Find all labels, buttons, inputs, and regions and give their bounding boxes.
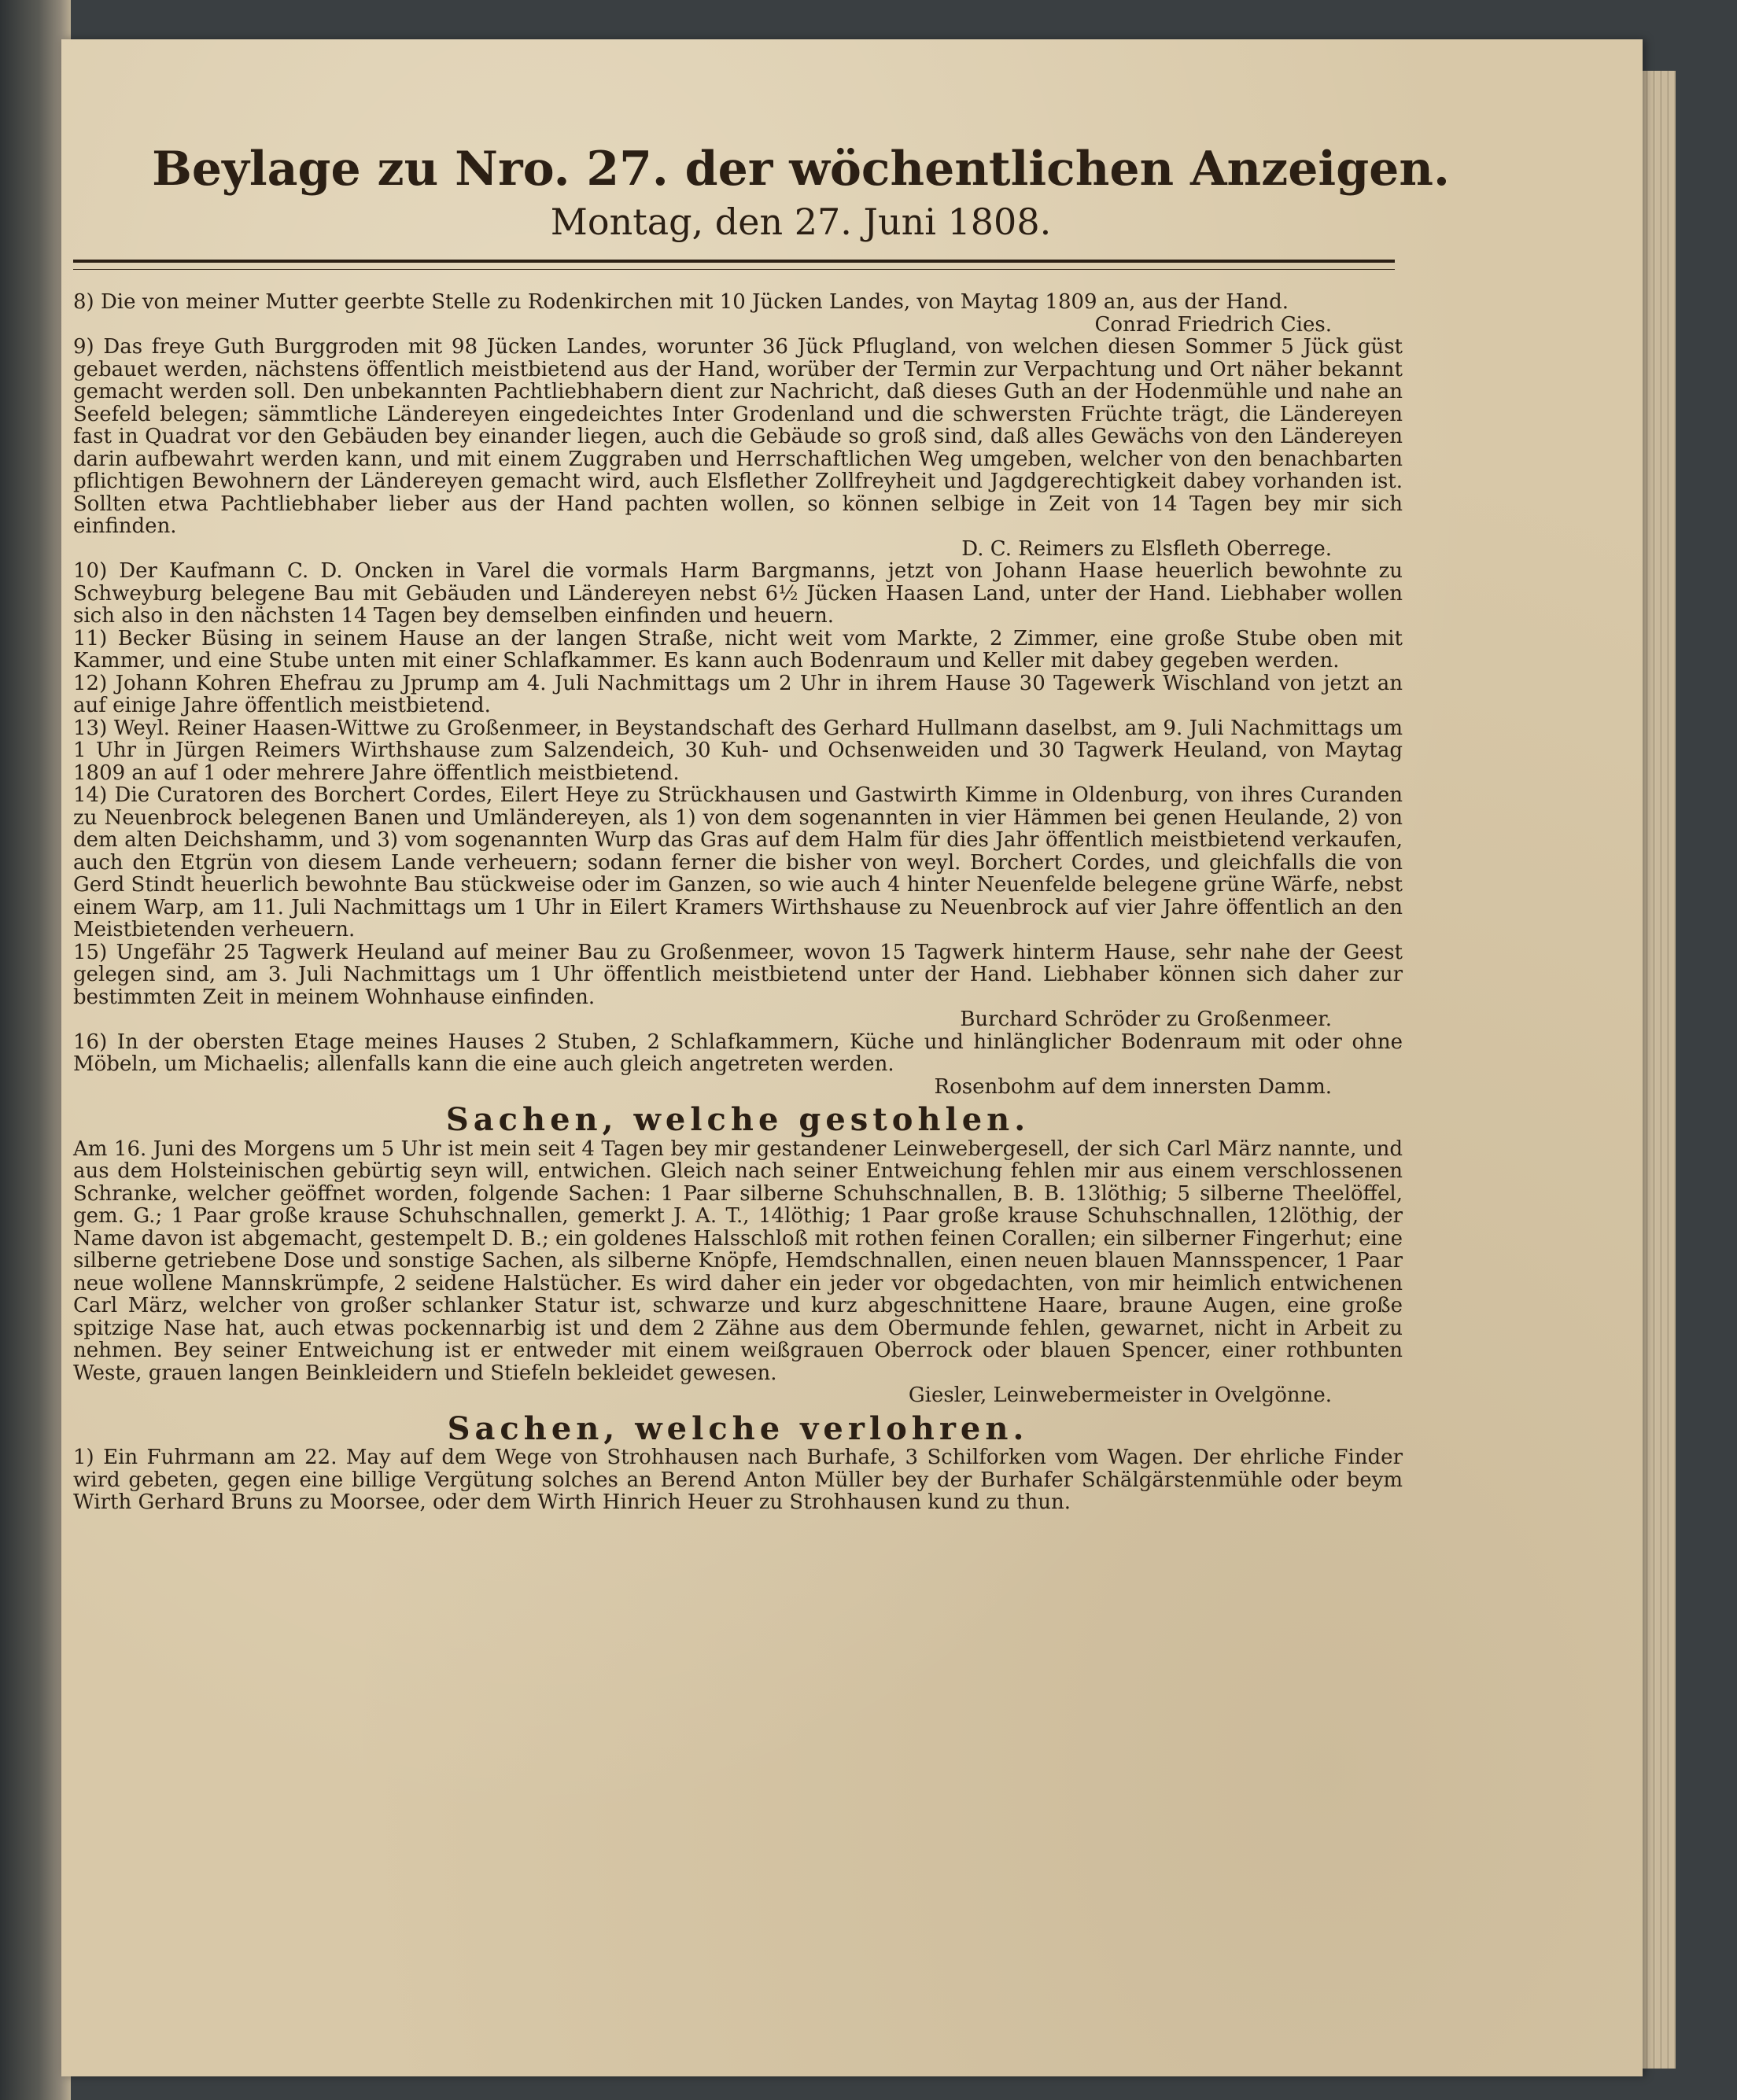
lost-text: 1) Ein Fuhrmann am 22. May auf dem Wege von Strohhausen nach Burhafe, 3 Schilforken vom Wagen. Der ehrliche Finder wird gebeten, gegen eine billige Vergütung solches an Berend Anton Müller bey der Burhafer Schälgärstenmühle oder beym Wirth Gerhard Bruns zu Moorsee, oder dem Wirth Hinrich Heuer zu Strohhausen kund zu thun. — [73, 1446, 1403, 1514]
entry-14: 14) Die Curatoren des Borchert Cordes, Eilert Heye zu Strückhausen und Gastwirth Kimme in Oldenburg, von ihres Curanden zu Neuenbrock belegenen Banen und Umländereyen, als 1) von dem sogenannten in vier Hämmen bei genen Heulande, 2) von dem alten Deichshamm, und 3) vom sogenannten Wurp das Gras auf dem Halm für dies Jahr öffentlich meistbietend verkaufen, auch den Etgrün von diesem Lande verheuern; sodann ferner die bisher von weyl. Borchert Cordes, und gleichfalls die von Gerd Stindt heuerlich bewohnte Bau stückweise oder im Ganzen, so wie auch 4 hinter Neuenfelde belegene grüne Wärfe, nebst einem Warp, am 11. Juli Nachmittags um 1 Uhr in Eilert Kramers Wirthshause zu Neuenbrock auf vier Jahre öffentlich an den Meistbietenden verheuern. — [73, 783, 1403, 941]
heading-stolen: Sachen, welche gestohlen. — [445, 1101, 1031, 1138]
stolen-text: Am 16. Juni des Morgens um 5 Uhr ist mein seit 4 Tagen bey mir gestandener Leinwebergesell, der sich Carl März nannte, und aus dem Holsteinischen gebürtig seyn will, entwichen. Gleich nach seiner Entweichung fehlen mir aus einem verschlossenen Schranke, welcher geöffnet worden, folgende Sachen: 1 Paar silberne Schuhschnallen, B. B. 13löthig; 5 silberne Theelöffel, gem. G.; 1 Paar große krause Schuhschnallen, gemerkt J. A. T., 14löthig; 1 Paar große krause Schuhschnallen, 12löthig, der Name davon ist abgemacht, gestempelt D. B.; ein goldenes Halsschloß mit rothen feinen Corallen; ein silberner Fingerhut; eine silberne getriebene Dose und sonstige Sachen, als silberne Knöpfe, Hemdschnallen, einen neuen blauen Mannsspencer, 1 Paar neue wollene Mannskrümpfe, 2 seidene Halstücher. Es wird daher ein jeder vor obgedachten, von mir heimlich entwichenen Carl März, welcher von großer schlanker Statur ist, schwarze und kurz abgeschnittene Haare, braune Augen, eine große spitzige Nase hat, auch etwas pockennarbig ist und dem 2 Zähne aus dem Obermunde fehlen, gewarnet, nicht in Arbeit zu nehmen. Bey seiner Entweichung ist er entweder mit einem weißgrauen Oberrock oder blauen Spencer, einer rothbunten Weste, grauen langen Beinkleidern und Stiefeln bekleidet gewesen. — [73, 1137, 1403, 1385]
entry-15-signature: Burchard Schröder zu Großenmeer. — [960, 1008, 1332, 1031]
entry-8-signature: Conrad Friedrich Cies. — [1094, 312, 1332, 337]
entry-9: 9) Das freye Guth Burggroden mit 98 Jücken Landes, worunter 36 Jück Pflugland, von welchen diesen Sommer 5 Jück güst gebauet werden, nächstens öffentlich meistbietend aus der Hand, worüber der Termin zur Verpachtung und Ort näher bekannt gemacht werden soll. Den unbekannten Pachtliebhabern dient zur Nachricht, daß dieses Guth an der Hodenmühle und nahe an Seefeld belegen; sämmtliche Ländereyen eingedeichtes Inter Grodenland und die schwersten Früchte trägt, die Ländereyen fast in Quadrat vor den Gebäuden bey einander liegen, auch die Gebäude so groß sind, daß alles Gewächs von den Ländereyen darin aufbewahrt werden kann, und mit einem Zuggraben und Herrschaftlichen Weg umgeben, welcher von den benachbarten pflichtigen Bewohnern der Ländereyen gemacht wird, auch Elsflether Zollfreyheit und Jagdgerechtigkeit dabey vorhanden ist. Sollten etwa Pachtliebhaber lieber aus der Hand pachten wollen, so können selbige in Zeit von 14 Tagen bey mir sich einfinden. — [73, 335, 1403, 538]
header-rule-thin — [73, 269, 1395, 270]
entry-16: 16) In der obersten Etage meines Hauses 2 Stuben, 2 Schlafkammern, Küche und hinlänglicher Bodenraum mit oder ohne Möbeln, um Michaelis; allenfalls kann die eine auch gleich angetreten werden. — [73, 1030, 1403, 1076]
entry-9-signature: D. C. Reimers zu Elsfleth Oberrege. — [961, 536, 1332, 561]
page-body — [73, 291, 1403, 1514]
entry-12: 12) Johann Kohren Ehefrau zu Jprump am 4. Juli Nachmittags um 2 Uhr in ihrem Hause 30 Tagewerk Wischland von jetzt an auf einige Jahre öffentlich meistbietend. — [73, 671, 1403, 717]
entry-10: 10) Der Kaufmann C. D. Oncken in Varel die vormals Harm Bargmanns, jetzt von Johann Haase heuerlich bewohnte zu Schweyburg belegene Bau mit Gebäuden und Ländereyen nebst 6½ Jücken Haasen Land, unter der Hand. Liebhaber wollen sich also in den nächsten 14 Tagen bey demselben einfinden und heuern. — [73, 559, 1403, 628]
entry-16-signature: Rosenbohm auf dem innersten Damm. — [934, 1074, 1332, 1099]
entry-8: 8) Die von meiner Mutter geerbte Stelle zu Rodenkirchen mit 10 Jücken Landes, von Maytag 1809 an, aus der Hand. — [73, 290, 1289, 314]
header-rule — [73, 260, 1395, 263]
page-date: Montag, den 27. Juni 1808. — [550, 201, 1052, 243]
newspaper-page — [61, 39, 1643, 2076]
page-title: Beylage zu Nro. 27. der wöchentlichen Anzeigen. — [152, 142, 1450, 197]
book-spine — [0, 0, 71, 2100]
entry-15: 15) Ungefähr 25 Tagwerk Heuland auf meiner Bau zu Großenmeer, wovon 15 Tagwerk hinterm Hause, sehr nahe der Geest gelegen sind, am 3. Juli Nachmittags um 1 Uhr öffentlich meistbietend unter der Hand. Liebhaber können sich daher zur bestimmten Zeit in meinem Wohnhause einfinden. — [73, 940, 1403, 1009]
stolen-signature: Giesler, Leinwebermeister in Ovelgönne. — [908, 1383, 1332, 1407]
heading-lost: Sachen, welche verlohren. — [447, 1409, 1029, 1447]
entry-13: 13) Weyl. Reiner Haasen-Wittwe zu Großenmeer, in Beystandschaft des Gerhard Hullmann daselbst, am 9. Juli Nachmittags um 1 Uhr in Jürgen Reimers Wirthshause zum Salzendeich, 30 Kuh- und Ochsenweiden und 30 Tagwerk Heuland, von Maytag 1809 an auf 1 oder mehrere Jahre öffentlich meistbietend. — [73, 716, 1403, 785]
entry-11: 11) Becker Büsing in seinem Hause an der langen Straße, nicht weit vom Markte, 2 Zimmer, eine große Stube oben mit Kammer, und eine Stube unten mit einer Schlafkammer. Es kann auch Bodenraum und Keller mit dabey gegeben werden. — [73, 626, 1403, 672]
